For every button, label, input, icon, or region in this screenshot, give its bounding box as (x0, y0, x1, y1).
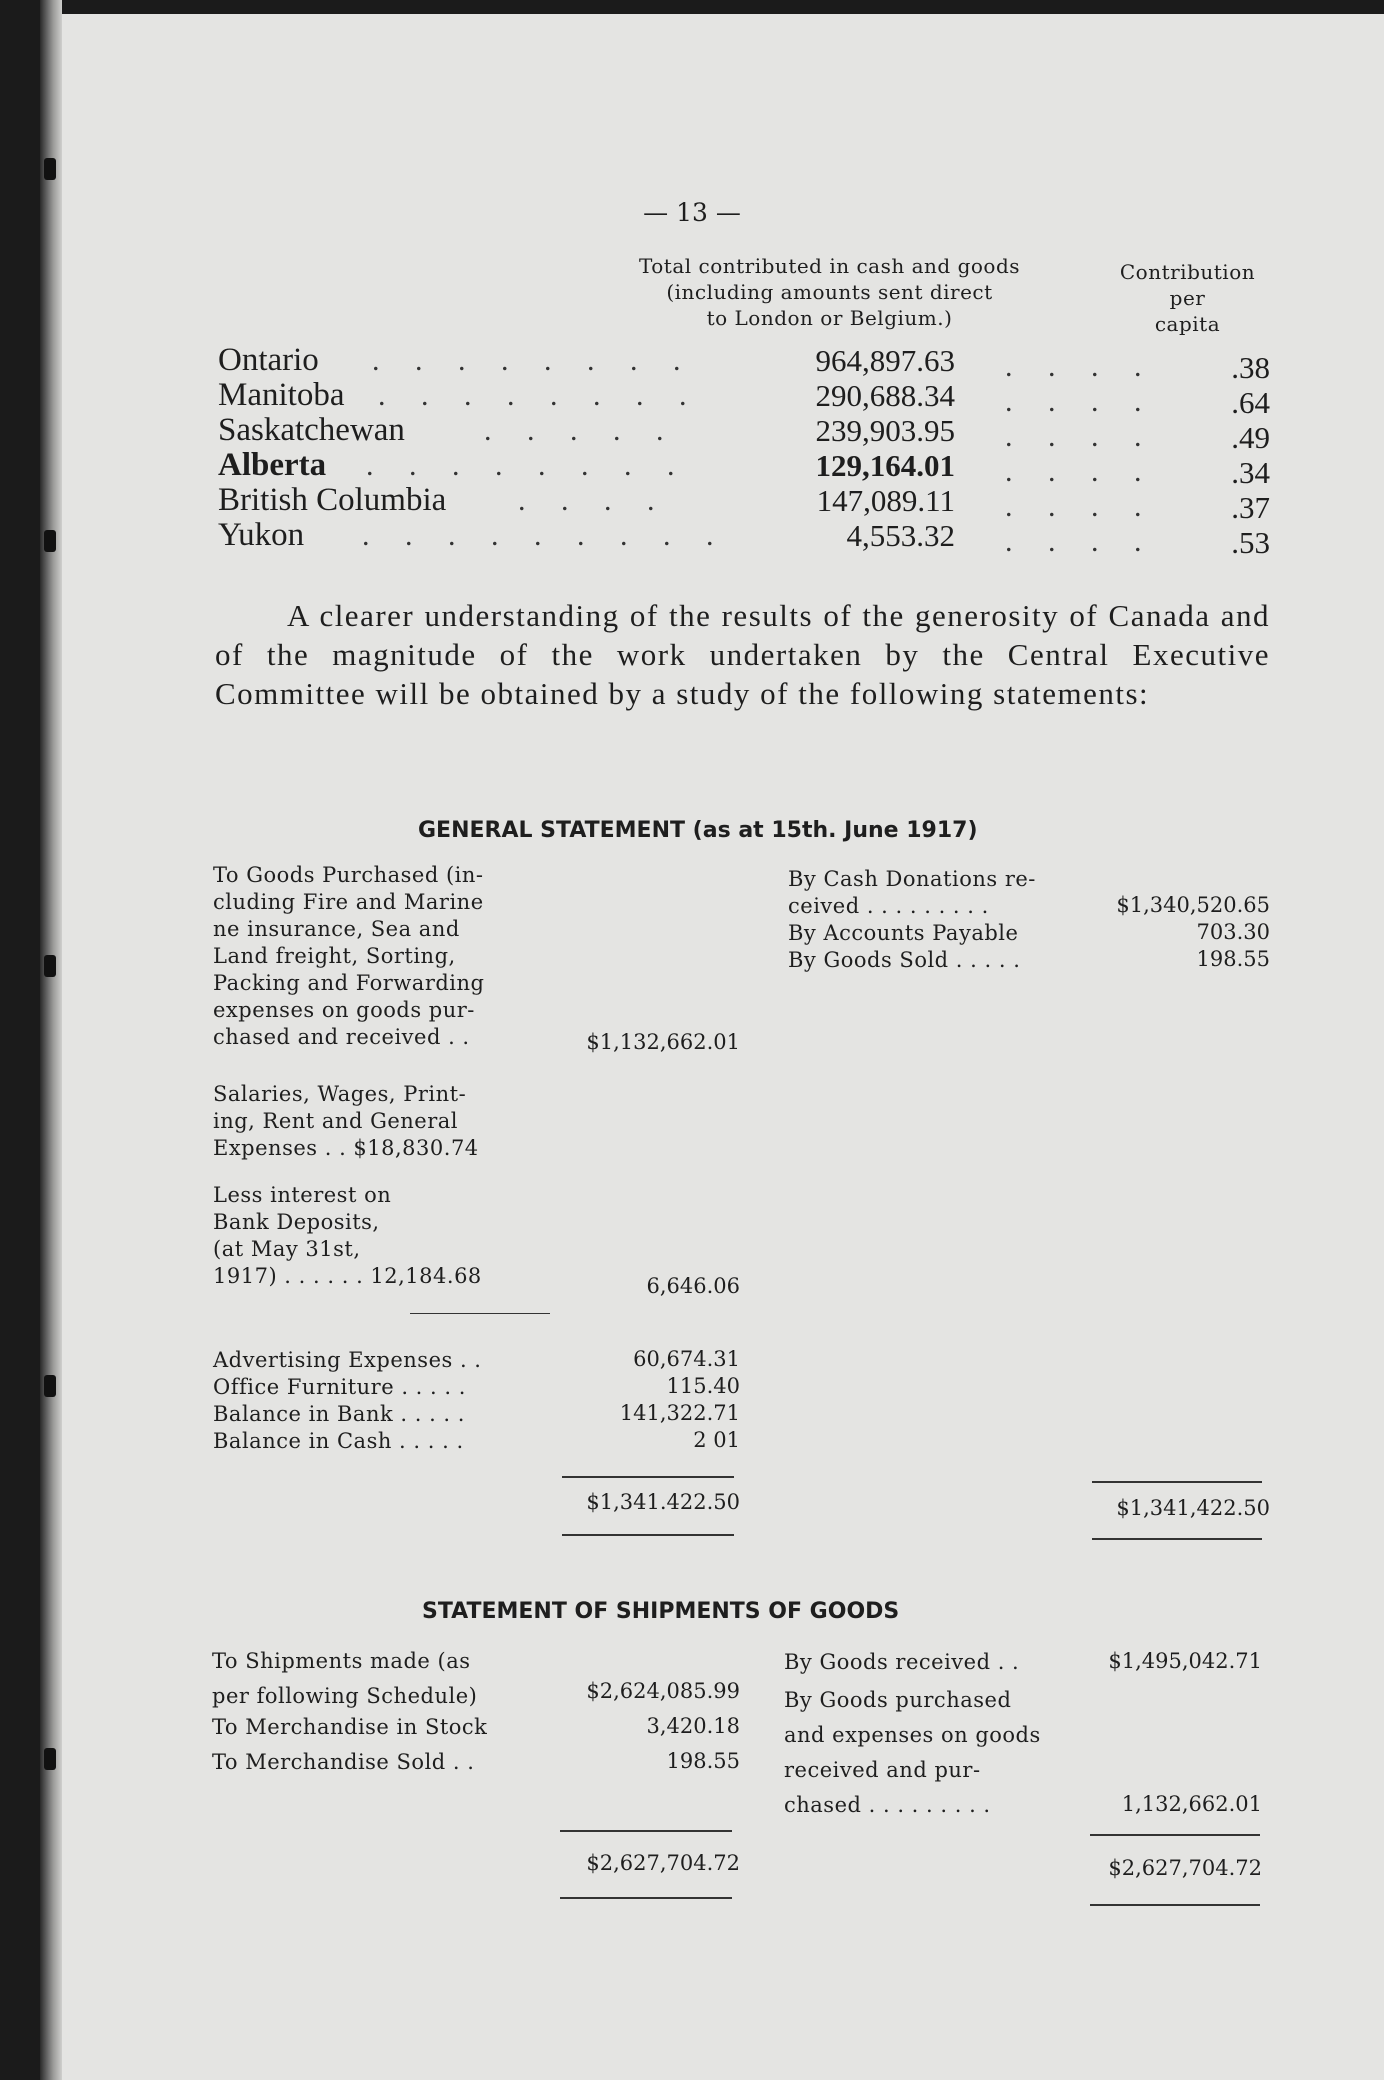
debit-amount: 141,322.71 (619, 1401, 740, 1425)
debit-total: $2,627,704.72 (586, 1851, 740, 1875)
dot-leader: . . . . . (484, 414, 678, 447)
province-capita: .38 (1231, 350, 1270, 385)
entry-line: By Goods purchased (784, 1688, 1012, 1712)
province-capita: .49 (1231, 420, 1270, 455)
province-total: 964,897.63 (815, 343, 955, 378)
credit-cash-donations (788, 866, 1088, 920)
debit-salaries (213, 1081, 553, 1162)
province-total: 4,553.32 (846, 518, 955, 553)
entry-line: chased . . . . . . . . . (784, 1793, 991, 1817)
entry-line: To Goods Purchased (in- (213, 863, 484, 887)
debit-amount: 60,674.31 (633, 1347, 740, 1371)
entry-line: ceived . . . . . . . . . (788, 894, 989, 918)
header-line: to London or Belgium.) (706, 306, 953, 330)
entry-line: Expenses . . $18,830.74 (213, 1136, 479, 1160)
province-name: British Columbia (218, 482, 447, 518)
entry-line: By Cash Donations re- (788, 867, 1036, 891)
dot-leader: . . . . . . . . (372, 344, 695, 377)
credit-amount: $1,340,520.65 (1116, 893, 1270, 917)
total-rule (1090, 1834, 1260, 1836)
credit-total: $2,627,704.72 (1108, 1856, 1262, 1880)
entry-line: Packing and Forwarding (213, 971, 485, 995)
debit-merchandise-stock: To Merchandise in Stock (212, 1715, 488, 1739)
binding-stitch (44, 955, 56, 977)
province-total: 290,688.34 (815, 378, 955, 413)
debit-amount: 198.55 (666, 1749, 740, 1773)
dot-leader: . . . . . . . . (378, 379, 701, 412)
dot-leader: . . . . (1005, 455, 1156, 488)
debit-advertising: Advertising Expenses . . (213, 1348, 482, 1372)
entry-line: Bank Deposits, (213, 1210, 380, 1234)
total-rule (562, 1534, 734, 1536)
province-capita: .34 (1231, 455, 1270, 490)
shipments-statement-title: STATEMENT OF SHIPMENTS OF GOODS (422, 1599, 900, 1624)
debit-amount: 115.40 (666, 1374, 740, 1398)
credit-goods-purchased (784, 1683, 1084, 1823)
header-line: per (1169, 286, 1206, 310)
dot-leader: . . . . (1005, 490, 1156, 523)
province-name: Manitoba (218, 377, 345, 413)
entry-line: ne insurance, Sea and (213, 917, 460, 941)
dot-leader: . . . . (1005, 385, 1156, 418)
header-line: Contribution (1119, 260, 1256, 284)
binding-stitch (44, 530, 56, 552)
total-rule (560, 1897, 732, 1899)
entry-line: chased and received . . (213, 1025, 470, 1049)
province-capita: .53 (1231, 525, 1270, 560)
debit-balance-cash: Balance in Cash . . . . . (213, 1429, 464, 1453)
credit-amount: $1,495,042.71 (1108, 1649, 1262, 1673)
credit-accounts-payable: By Accounts Payable (788, 921, 1019, 945)
province-capita: .37 (1231, 490, 1270, 525)
province-name: Yukon (218, 517, 305, 553)
province-name: Saskatchewan (218, 412, 405, 448)
dot-leader: . . . . . . . . (366, 449, 689, 482)
debit-office-furniture: Office Furniture . . . . . (213, 1375, 466, 1399)
province-total: 239,903.95 (815, 413, 955, 448)
entry-line: Land freight, Sorting, (213, 944, 456, 968)
total-rule (1090, 1904, 1260, 1906)
entry-line: received and pur- (784, 1758, 981, 1782)
debit-goods-purchased (213, 862, 553, 1051)
entry-line: and expenses on goods (784, 1723, 1041, 1747)
dot-leader: . . . . . . . . . (362, 519, 728, 552)
dot-leader: . . . . (518, 484, 669, 517)
province-total: 129,164.01 (815, 448, 955, 483)
total-rule (1092, 1481, 1262, 1483)
dot-leader: . . . . (1005, 350, 1156, 383)
debit-amount: 3,420.18 (646, 1714, 740, 1738)
debit-less-interest (213, 1182, 553, 1290)
credit-total: $1,341,422.50 (1116, 1496, 1270, 1520)
credit-amount: 198.55 (1196, 947, 1270, 971)
province-total: 147,089.11 (816, 483, 955, 518)
header-line: (including amounts sent direct (666, 280, 993, 304)
entry-line: 1917) . . . . . . 12,184.68 (213, 1264, 482, 1288)
total-rule (562, 1476, 734, 1478)
entry-line: To Shipments made (as (212, 1649, 471, 1673)
credit-goods-sold: By Goods Sold . . . . . (788, 948, 1021, 972)
binding-stitch (44, 1748, 56, 1770)
credit-goods-received: By Goods received . . (784, 1650, 1020, 1674)
total-rule (560, 1830, 732, 1832)
intro-paragraph: A clearer understanding of the results of the generosity of Canada and of the magnitude of the work undertaken by the Central Executive Committee will be obtained by a study of the following statements: (215, 598, 1270, 711)
debit-amount: $1,132,662.01 (586, 1030, 740, 1054)
capita-column-header (1100, 259, 1275, 337)
debit-shipments-made (212, 1644, 552, 1714)
entry-line: (at May 31st, (213, 1237, 361, 1261)
header-line: capita (1154, 312, 1221, 336)
binding-stitch (44, 158, 56, 180)
header-line: Total contributed in cash and goods (638, 254, 1021, 278)
total-column-header (572, 253, 1087, 331)
dot-leader: . . . . (1005, 525, 1156, 558)
credit-amount: 1,132,662.01 (1121, 1792, 1262, 1816)
province-name: Alberta (218, 447, 327, 483)
entry-line: expenses on goods pur- (213, 998, 475, 1022)
entry-line: ing, Rent and General (213, 1109, 459, 1133)
debit-amount: $2,624,085.99 (586, 1679, 740, 1703)
page-number: — 13 — (643, 198, 741, 227)
debit-merchandise-sold: To Merchandise Sold . . (212, 1750, 475, 1774)
province-name: Ontario (218, 342, 319, 378)
binding-stitch (44, 1375, 56, 1397)
total-rule (1092, 1538, 1262, 1540)
province-capita: .64 (1231, 385, 1270, 420)
entry-line: per following Schedule) (212, 1684, 478, 1708)
debit-balance-bank: Balance in Bank . . . . . (213, 1402, 465, 1426)
debit-amount: 2 01 (693, 1428, 740, 1452)
entry-line: Salaries, Wages, Print- (213, 1082, 467, 1106)
debit-total: $1,341.422.50 (586, 1490, 740, 1514)
entry-line: cluding Fire and Marine (213, 890, 484, 914)
subtotal-rule (410, 1313, 550, 1314)
entry-line: Less interest on (213, 1183, 392, 1207)
general-statement-title: GENERAL STATEMENT (as at 15th. June 1917) (418, 818, 978, 843)
dot-leader: . . . . (1005, 420, 1156, 453)
debit-amount: 6,646.06 (646, 1274, 740, 1298)
credit-amount: 703.30 (1196, 920, 1270, 944)
